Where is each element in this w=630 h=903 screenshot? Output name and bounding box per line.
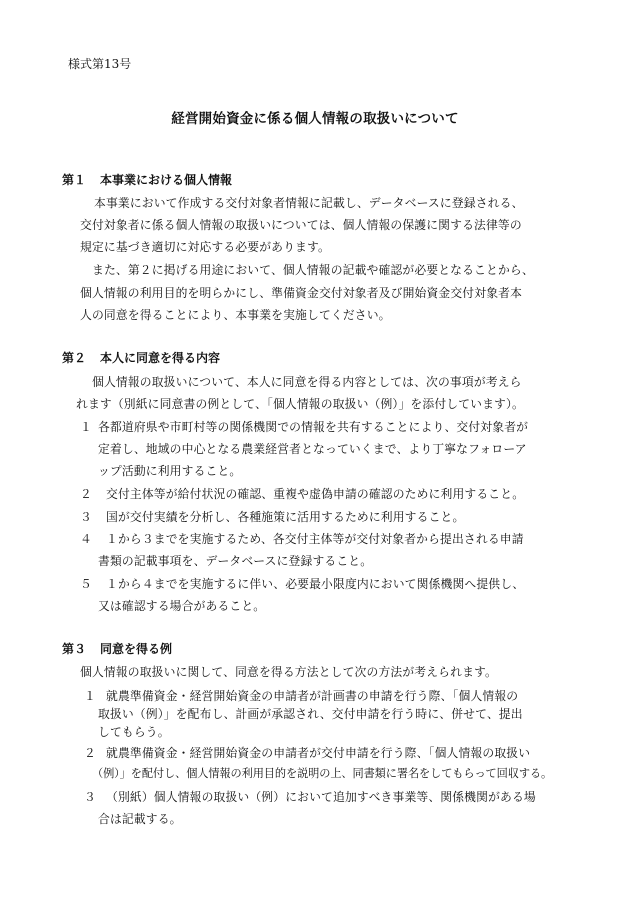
section2-item-number: ３ (80, 510, 92, 524)
section3-item-line: してもらう。 (98, 725, 170, 739)
section2-item-line: １から４までを実施するに伴い、必要最小限度内において関係機関へ提供し、 (106, 577, 525, 591)
section2-item-line: 各都道府県や市町村等の関係機関での情報を共有することにより、交付対象者が (98, 420, 529, 434)
section3-number: 第３ (62, 642, 87, 656)
section3-heading (62, 641, 172, 657)
section3-item-line: （別紙）個人情報の取扱い（例）において追加すべき事業等、関係機関がある場 (106, 790, 536, 804)
section1-number: 第１ (62, 173, 87, 187)
section2-item-line: 交付主体等が給付状況の確認、重複や虚偽申請の確認のために利用すること。 (106, 487, 525, 501)
section2-item-number: ４ (80, 532, 92, 546)
section2-item-line: ップ活動に利用すること。 (98, 464, 242, 478)
form-number: 様式第13号 (68, 57, 132, 71)
section3-item-line: 就農準備資金・経営開始資金の申請者が計画書の申請を行う際、「個人情報の (106, 689, 519, 703)
section2-heading (62, 350, 220, 366)
section2-item-number: １ (80, 420, 92, 434)
section1-line: 人の同意を得ることにより、本事業を実施してください。 (80, 308, 391, 322)
section3-item-line: 合は記載する。 (98, 812, 182, 826)
section1-line: また、第２に掲げる用途において、個人情報の記載や確認が必要となることから、 (92, 263, 534, 277)
section1-line: 交付対象者に係る個人情報の取扱いについては、個人情報の保護に関する法律等の (80, 218, 522, 232)
section1-line: 本事業において作成する交付対象者情報に記載し、データベースに登録される、 (94, 196, 524, 210)
section3-title: 同意を得る例 (100, 642, 173, 656)
section2-item-line: １から３までを実施するため、各交付主体等が交付対象者から提出される申請 (106, 532, 524, 546)
section1-line: 規定に基づき適切に対応する必要があります。 (80, 240, 330, 254)
section2-item-line: 又は確認する場合があること。 (98, 599, 266, 613)
section2-item-line: 国が交付実績を分析し、各種施策に活用するために利用すること。 (106, 510, 465, 524)
section1-heading (62, 172, 232, 188)
section2-intro-line: れます（別紙に同意書の例として、「個人情報の取扱い（例）」を添付しています）。 (76, 397, 524, 411)
section2-item-number: ５ (80, 577, 92, 591)
section2-item-number: ２ (80, 487, 92, 501)
section1-title: 本事業における個人情報 (100, 173, 233, 187)
section3-item-line: （例）」を配付し、個人情報の利用目的を説明の上、同書類に署名をしてもらって回収する。 (92, 767, 553, 780)
section3-item-number: ２ (84, 746, 96, 760)
section3-item-line: 就農準備資金・経営開始資金の申請者が交付申請を行う際、「個人情報の取扱い (106, 746, 531, 760)
section2-item-line: 定着し、地域の中心となる農業経営者となっていくまで、より丁寧なフォローア (98, 442, 527, 456)
section2-item-line: 書類の記載事項を、データベースに登録すること。 (98, 554, 373, 568)
section3-item-number: １ (84, 689, 96, 703)
document-title: 経営開始資金に係る個人情報の取扱いについて (171, 111, 459, 127)
section1-line: 個人情報の利用目的を明らかにし、準備資金交付対象者及び開始資金交付対象者本 (80, 286, 523, 300)
section2-title: 本人に同意を得る内容 (100, 351, 221, 365)
section3-intro: 個人情報の取扱いに関して、同意を得る方法として次の方法が考えられます。 (80, 665, 497, 679)
section2-intro-line: 個人情報の取扱いについて、本人に同意を得る内容としては、次の事項が考えら (92, 375, 522, 389)
section2-number: 第２ (62, 351, 87, 365)
section3-item-number: ３ (84, 790, 96, 804)
section3-item-line: 取扱い（例）」を配布し、計画が承認され、交付申請を行う時に、併せて、提出 (98, 707, 523, 721)
